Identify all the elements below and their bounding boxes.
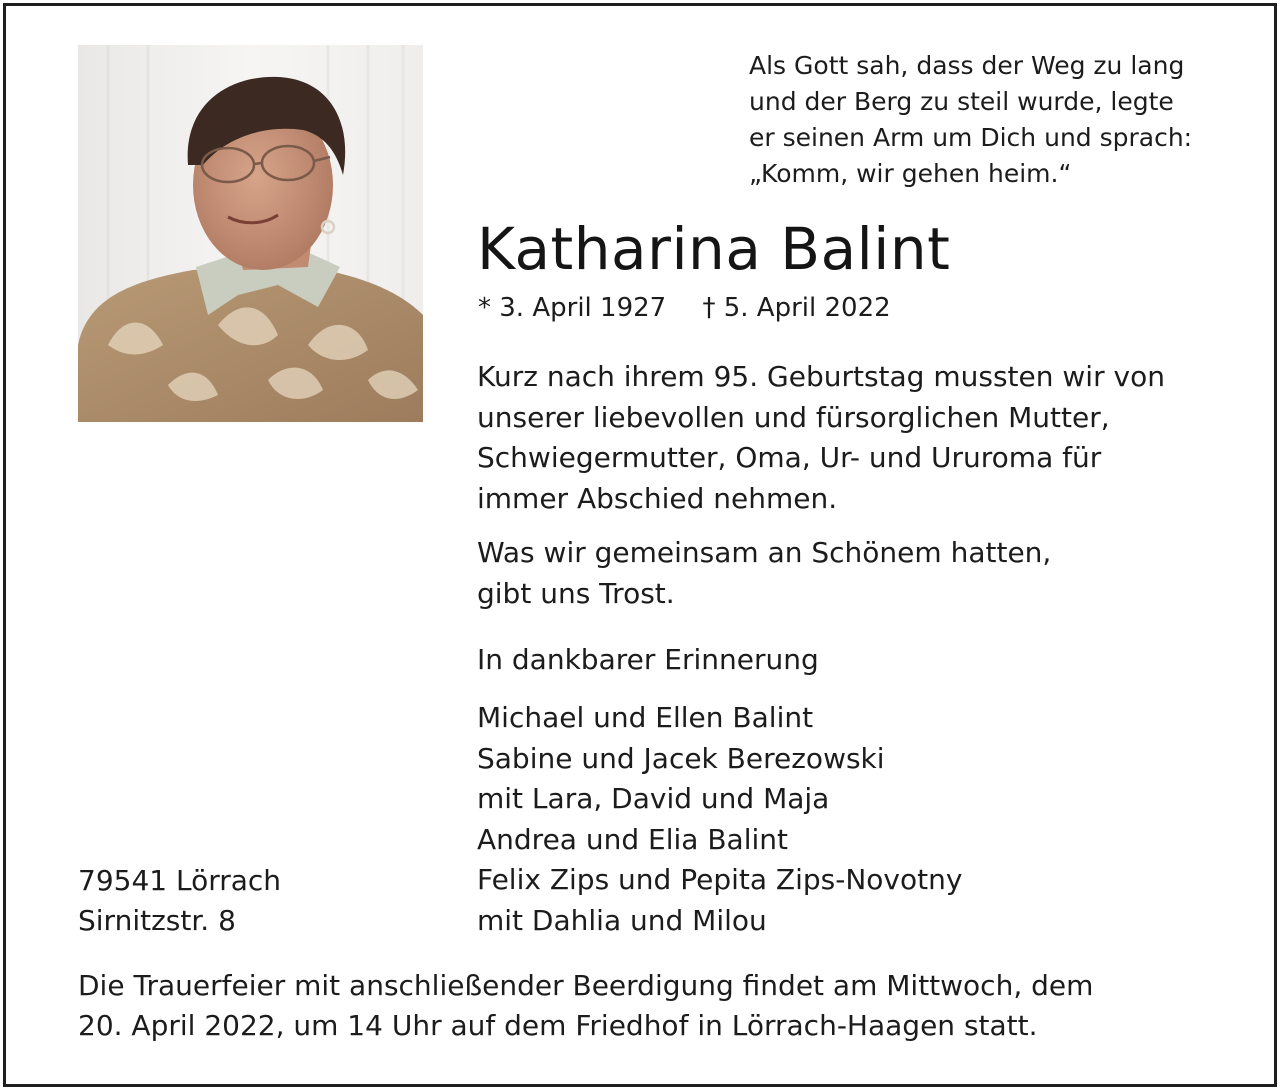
poem-line: Als Gott sah, dass der Weg zu lang <box>749 51 1185 80</box>
address-street: Sirnitzstr. 8 <box>78 904 236 937</box>
funeral-line: 20. April 2022, um 14 Uhr auf dem Friedhof in Lörrach-Haagen statt. <box>78 1009 1038 1042</box>
family-member: Andrea und Elia Balint <box>477 822 788 856</box>
text-line: gibt uns Trost. <box>477 576 675 610</box>
birth-date: * 3. April 1927 <box>478 293 667 323</box>
family-member: Michael und Ellen Balint <box>477 701 814 734</box>
family-member: mit Dahlia und Milou <box>477 903 767 937</box>
funeral-line: Die Trauerfeier mit anschließender Beerdigung findet am Mittwoch, dem <box>78 969 1094 1002</box>
family-member: Felix Zips und Pepita Zips-Novotny <box>477 863 963 896</box>
poem-line: „Komm, wir gehen heim.“ <box>749 159 1072 188</box>
text-line: immer Abschied nehmen. <box>477 481 838 515</box>
poem <box>749 48 1219 192</box>
poem-line: und der Berg zu steil wurde, legte <box>749 87 1174 116</box>
text-line: unserer liebevollen und fürsorglichen Mutter, <box>477 400 1110 434</box>
life-dates <box>478 290 891 326</box>
portrait-photo <box>78 45 423 422</box>
address <box>78 861 281 941</box>
family-member: mit Lara, David und Maja <box>477 782 830 815</box>
text-line: Was wir gemeinsam an Schönem hatten, <box>477 536 1052 569</box>
text-line: Schwiegermutter, Oma, Ur- und Ururoma für <box>477 441 1102 474</box>
comfort-paragraph <box>477 533 1051 614</box>
address-city: 79541 Lörrach <box>78 864 282 897</box>
farewell-paragraph <box>477 357 1165 519</box>
death-date: † 5. April 2022 <box>702 293 891 323</box>
deceased-name: Katharina Balint <box>477 215 951 283</box>
family-member: Sabine und Jacek Berezowski <box>477 741 885 775</box>
text-line: Kurz nach ihrem 95. Geburtstag mussten wir von <box>477 360 1165 393</box>
funeral-notice <box>78 966 1093 1046</box>
remembrance-line: In dankbarer Erinnerung <box>477 643 819 676</box>
family-list <box>477 698 962 941</box>
poem-line: er seinen Arm um Dich und sprach: <box>749 123 1193 152</box>
